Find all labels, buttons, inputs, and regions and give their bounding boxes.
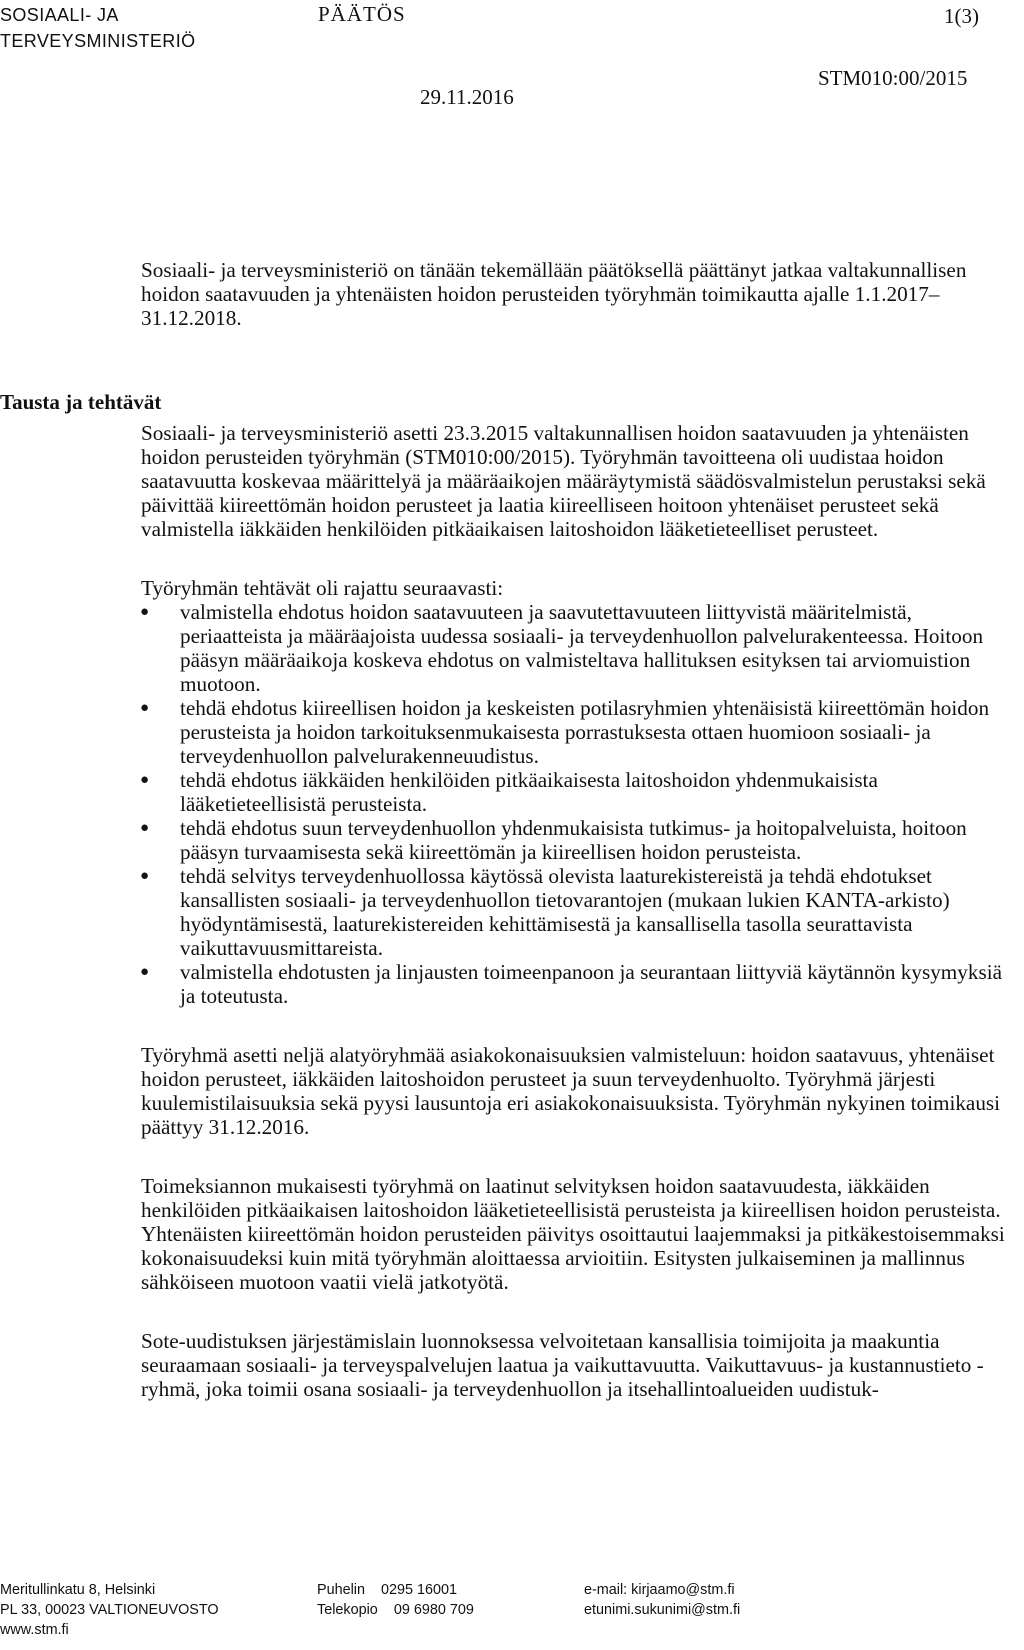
document-body [141,258,1011,1401]
background-paragraph: Sosiaali- ja terveysministeriö asetti 23.3.2015 valtakunnallisen hoidon saatavuuden ja yhtenäisten hoidon perusteiden työryhmän (STM010:00/2015). Työryhmän tavoitteena oli uudistaa hoidon saatavuutta koskevaa määrittelyä ja määräaikojen määräytymistä säädösvalmistelun perustaksi sekä päivittää kiireettömän hoidon perusteet ja laatia kiireelliseen hoitoon yhtenäiset perusteet sekä valmistella iäkkäiden henkilöiden pitkäaikaisen laitoshoidon lääketieteelliset perusteet. [141,421,986,541]
list-item [141,768,1011,816]
street-address: Meritullinkatu 8, Helsinki [0,1582,156,1598]
list-item [141,600,1011,696]
postal-address: PL 33, 00023 VALTIONEUVOSTO [0,1602,219,1618]
website-link[interactable]: www.stm.fi [0,1622,69,1638]
bullet-icon: ● [140,868,150,884]
task-text: tehdä ehdotus suun terveydenhuollon yhdenmukaisista tutkimus- ja hoitopalveluista, hoitoon pääsyn turvaamisesta sekä kiireettömän ja kiireellisen hoidon perusteista. [180,816,967,864]
ministry-name-line2: TERVEYSMINISTERIÖ [0,31,196,51]
tasks-intro: Työryhmän tehtävät oli rajattu seuraavasti: [141,576,504,600]
footer-email [584,1580,740,1620]
task-text: tehdä ehdotus iäkkäiden henkilöiden pitkäaikaisesta laitoshoidon yhdenmukaisista lääketieteellisistä perusteista. [180,768,878,816]
reference-number: STM010:00/2015 [818,66,968,90]
task-text: tehdä selvitys terveydenhuollossa käytössä olevista laaturekistereistä ja tehdä ehdotukset kansallisten sosiaali- ja terveydenhuollon tietovarantojen (mukaan lukien KANTA-arkisto) hyödyntämisestä, laaturekistereiden kehittämisestä ja kansallisella tasolla seurattavista vaikuttavuusmittareista. [180,864,950,960]
ministry-name-line1: SOSIAALI- JA [0,5,119,25]
email-link[interactable]: e-mail: kirjaamo@stm.fi [584,1582,735,1598]
phone-label: Puhelin [317,1582,366,1598]
footer-phone [317,1580,474,1620]
task-text: tehdä ehdotus kiireellisen hoidon ja keskeisten potilasryhmien yhtenäisistä kiireettömän hoidon perusteista ja hoidon tarkoituksenmukaisesta porrastuksesta ottaen huomioon sosiaali- ja terveydenhuollon palvelurakenneuudistus. [180,696,990,768]
fax-number: 09 6980 709 [393,1602,474,1618]
bullet-icon: ● [140,700,150,716]
fax-label: Telekopio [317,1602,378,1618]
bullet-icon: ● [140,772,150,788]
task-text: valmistella ehdotus hoidon saatavuuteen ja saavutettavuuteen liittyvistä määritelmistä, periaatteista ja määräajoista uudessa sosiaali- ja terveydenhuollon palvelurakenteessa. Hoitoon pääsyn määräaikoja koskeva ehdotus on valmisteltava hallituksen esityksen tai arviomuistion muotoon. [180,600,984,696]
list-item [141,816,1011,864]
sote-paragraph: Sote-uudistuksen järjestämislain luonnoksessa velvoitetaan kansallisia toimijoita ja maakuntia seuraamaan sosiaali- ja terveyspalvelujen laatua ja vaikuttavuutta. Vaikuttavuus- ja kustannustieto -ryhmä, joka toimii osana sosiaali- ja terveydenhuollon ja itsehallintoalueiden uudistuk- [141,1329,984,1401]
task-text: valmistella ehdotusten ja linjausten toimeenpanoon ja seurantaan liittyviä käytännön kysymyksiä ja toteutusta. [180,960,1002,1008]
bullet-icon: ● [140,820,150,836]
footer-address [0,1580,219,1640]
list-item [141,960,1011,1008]
ministry-name [0,2,196,54]
task-list [141,600,1011,1008]
phone-line [317,1580,474,1600]
list-item [141,696,1011,768]
page-number: 1(3) [944,4,979,28]
mandate-paragraph: Toimeksiannon mukaisesti työryhmä on laatinut selvityksen hoidon saatavuudesta, iäkkäiden henkilöiden pitkäaikaisen laitoshoidon lääketieteellisistä perusteista ja kiireellisen hoidon perusteista. Yhtenäisten kiireettömän hoidon perusteiden päivitys osoittautui laajemmaksi ja pitkäkestoisemmaksi kokonaisuudeksi kuin mitä työryhmän aloittaessa arvioitiin. Esitysten julkaiseminen ja mallinnus sähköiseen muotoon vaatii vielä jatkotyötä. [141,1174,1005,1294]
document-type: PÄÄTÖS [318,2,406,26]
document-date: 29.11.2016 [420,85,514,109]
list-item [141,864,1011,960]
phone-number: 0295 16001 [381,1582,458,1598]
section-heading: Tausta ja tehtävät [0,390,162,414]
intro-paragraph: Sosiaali- ja terveysministeriö on tänään tekemällään päätöksellä päättänyt jatkaa valtakunnallisen hoidon saatavuuden ja yhtenäisten hoidon perusteiden työryhmän toimikautta ajalle 1.1.2017–31.12.2018. [141,258,967,330]
bullet-icon: ● [140,964,150,980]
email-pattern: etunimi.sukunimi@stm.fi [584,1602,741,1618]
bullet-icon: ● [140,604,150,620]
subgroups-paragraph: Työryhmä asetti neljä alatyöryhmää asiakokonaisuuksien valmisteluun: hoidon saatavuus, yhtenäiset hoidon perusteet, iäkkäiden laitoshoidon perusteet ja suun terveydenhuolto. Työryhmä järjesti kuulemistilaisuuksia sekä pyysi lausuntoja eri asiakokonaisuuksista. Työryhmän nykyinen toimikausi päättyy 31.12.2016. [141,1043,1001,1139]
fax-line [317,1600,474,1620]
